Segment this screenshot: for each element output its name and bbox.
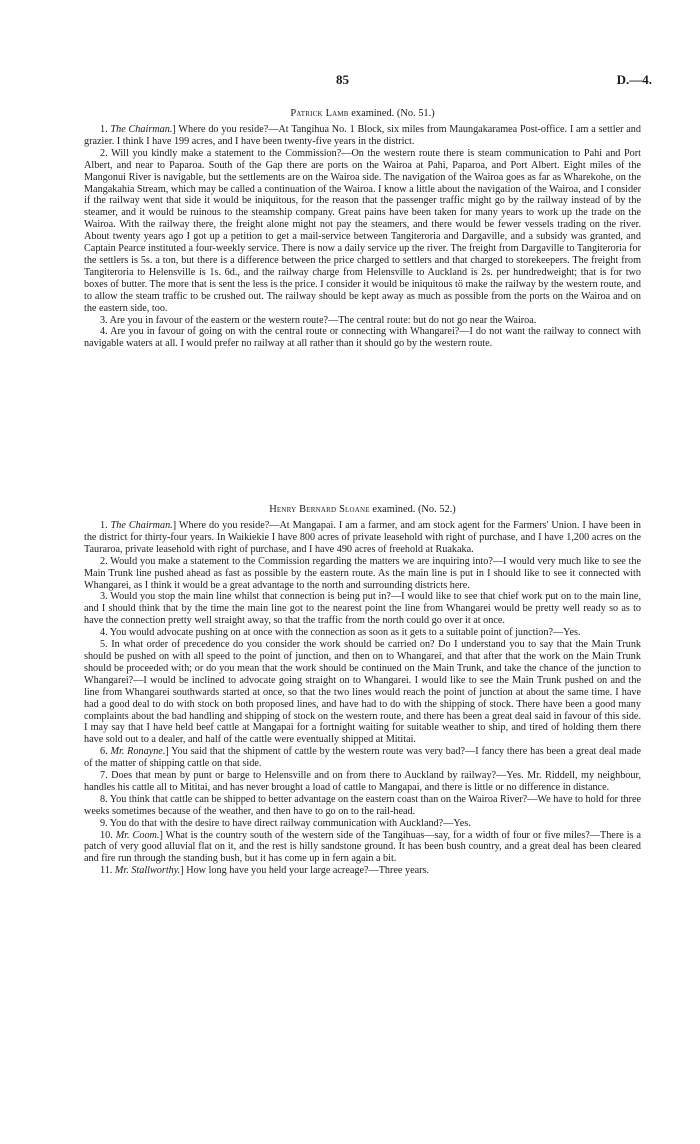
question-text: ] Where do you reside?—At Mangapai. I am a farmer, and am stock agent for the Farmers' Union. I have been in the district for thirty-four years. In Waikiekie I have 800 acres of private leasehold with right of purchase, and I have 1,200 acres on the Tauraroa, private leasehold with right of purchase, and I have 490 acres of freehold at Ruakaka. bbox=[84, 520, 642, 555]
question-number: 2. bbox=[100, 555, 111, 567]
question-text: In what order of precedence do you consider the work should be carried on? Do I understand you to say that the Main Trunk should be pushed on with all speed to the point of junction, and then on to Whangarei, and that after that the work on the Main Trunk should be proceeded with; or do you mean that the work should be continued on the Main Trunk, and take the chance of the junction to Whangarei?—I would be inclined to advocate going straight on to Whangarei. I would like to see the Main Trunk pushed on and the line from Whangarei southwards started at once, so that the two lines would reach the point of junction at about the same time. I have had a good deal to do with stock on both proposed lines, and have had to do with the shipping of stock. There have been a good many complaints about the bad handling and shipping of stock on the western route, and there has been a great deal said in favour of this side. I may say that I have held beef cattle at Mangapai for a fortnight waiting for suitable weather to ship, and tired of holding them there have sold out to a dealer, and half of the cattle were eventually shipped at Mititai. bbox=[84, 639, 642, 746]
question-text: Are you in favour of the eastern or the western route?—The central route: but do not go near the Wairoa. bbox=[109, 314, 537, 326]
question-text: ] You said that the shipment of cattle by the western route was very bad?—I fancy there has been a great deal made of the matter of shipping cattle on that side. bbox=[84, 746, 641, 770]
question-number: 9. bbox=[100, 817, 110, 829]
question-number: 4. bbox=[100, 627, 110, 639]
speaker-name: The Chairman. bbox=[110, 124, 173, 135]
section-title-rest: examined. (No. 52.) bbox=[369, 504, 456, 515]
question-number: 1. bbox=[100, 124, 111, 135]
question-number: 8. bbox=[100, 793, 110, 805]
question-paragraph bbox=[84, 627, 641, 639]
question-number: 4. bbox=[100, 326, 111, 338]
question-paragraph bbox=[84, 830, 641, 866]
witness-name: Henry Bernard Sloane bbox=[269, 504, 370, 515]
question-text: Does that mean by punt or barge to Helensville and on from there to Auckland by railway?—Yes. Mr. Riddell, my neighbour, handles his cattle all to Mititai, and has never brought a load of cattle to Mangapai, and there is little or no difference in distance. bbox=[84, 770, 642, 793]
question-paragraph bbox=[84, 770, 641, 794]
speaker-name: Mr. Ronayne. bbox=[110, 746, 166, 758]
question-paragraph bbox=[84, 794, 641, 818]
witness-section bbox=[84, 107, 641, 350]
witness-name: Patrick Lamb bbox=[290, 108, 349, 119]
question-number: 7. bbox=[100, 770, 112, 782]
question-text: You think that cattle can be shipped to better advantage on the eastern coast than on the Wairoa River?—We have to hold for three weeks sometimes because of the weather, and then have to go on to the rail-head. bbox=[84, 793, 641, 817]
question-text: You do that with the desire to have direct railway communication with Auckland?—Yes. bbox=[109, 817, 471, 829]
question-number: 3. bbox=[100, 314, 110, 326]
section-title bbox=[84, 107, 641, 121]
question-paragraph bbox=[84, 591, 641, 627]
question-number: 5. bbox=[100, 639, 112, 651]
page-number: 85 bbox=[336, 72, 349, 87]
question-paragraph bbox=[84, 326, 641, 350]
question-number: 10. bbox=[100, 829, 116, 841]
question-number: 3. bbox=[100, 591, 111, 603]
question-text: Would you stop the main line whilst that connection is being put in?—I would like to see that chief work put on to the main line, and I should think that by the time the main line got to the nearest point the line from Whangarei would be pretty well ready so as to have the connection pretty well straight away, so that the traffic from the north could go over it at once. bbox=[84, 591, 641, 627]
question-number: 2. bbox=[100, 147, 112, 159]
question-text: ] What is the country south of the western side of the Tangihuas—say, for a width of four or five miles?—There is a patch of very good alluvial flat on it, and the rest is hilly sandstone ground. It has been bush country, and a great deal has been cleared and fire run through the standing bush, but it has come up in fern again a bit. bbox=[84, 829, 642, 865]
question-text: Will you kindly make a statement to the Commission?—On the western route there is steam communication to Pahi and Port Albert, and near to Paparoa. South of the Gap there are ports on the Wairoa at Pahi, Paparoa, and Port Albert. Eight miles of the Mangonui River is navigable, but the settlements are on the Wairoa side. The navigation of the Wairoa goes as far as Wharekohe, on the Mangakahia Stream, which may be called a continuation of the Wairoa. I know a little about the navigation of the Wairoa, and I consider if the railway went that side it would be iniquitous, for the reason that the passenger traffic might go by the railway instead of by the steamer, and it would be ruinous to the steamship company. Great pains have been taken for many years to work up the trade on the Wairoa. With the railway there, the freight alone might not pay the steamers, and there would be fewer vessels trading on the river. About twenty years ago I got up a petition to get a mail-service between Tangiteroria and Dargaville, and a subsidy was granted, and Captain Pearce instituted a four-weekly service. There is now a daily service up the river. The freight from Dargaville to Tangiteroria for the settlers is 5s. a ton, but there is a difference between the price charged to settlers and that charged to storekeepers. The freight from Tangiteroria to Helensville is 1s. 6d., and the railway charge from Helensville to Auckland is 2s. per hundredweight; that is for two boxes of butter. The more that is sent the less is the price. I consider it would be iniquitous tö make the railway by the western route, and to allow the steam traffic to be crushed out. The railway should be kept away as much as possible from the ports on the Wairoa and on the eastern side, too. bbox=[84, 147, 641, 314]
question-paragraph bbox=[84, 124, 641, 148]
question-number: 11. bbox=[100, 865, 115, 877]
question-paragraph bbox=[84, 148, 641, 315]
question-paragraph bbox=[84, 556, 641, 592]
question-text: ] Where do you reside?—At Tangihua No. 1 Block, six miles from Maungakaramea Post-office. I am a settler and grazier. I think I have 199 acres, and I have been twenty-five years in the district. bbox=[84, 124, 641, 147]
question-paragraph bbox=[84, 639, 641, 746]
section-title bbox=[84, 503, 641, 517]
question-paragraph bbox=[84, 315, 641, 327]
section-title-rest: examined. (No. 51.) bbox=[348, 108, 435, 119]
question-number: 1. bbox=[100, 520, 111, 531]
question-list bbox=[84, 520, 641, 877]
witness-section bbox=[84, 503, 641, 877]
document-reference: D.—4. bbox=[616, 72, 652, 87]
question-number: 6. bbox=[100, 746, 111, 758]
question-paragraph bbox=[84, 746, 641, 770]
question-paragraph bbox=[84, 520, 641, 556]
question-text: ] How long have you held your large acreage?—Three years. bbox=[180, 865, 430, 877]
question-text: Would you make a statement to the Commission regarding the matters we are inquiring into?—I would very much like to see the Main Trunk line pushed ahead as fast as possible by the eastern route. As the main line is put in I should like to see it connected with Whangarei, as I think it would be a great advantage to the north and surrounding districts here. bbox=[84, 555, 641, 591]
question-paragraph bbox=[84, 818, 641, 830]
speaker-name: The Chairman. bbox=[110, 520, 173, 531]
question-paragraph bbox=[84, 865, 641, 877]
page-header bbox=[0, 72, 700, 88]
question-text: Are you in favour of going on with the central route or connecting with Whangarei?—I do not want the railway to connect with navigable waters at all. I would prefer no railway at all rather than it should go by the western route. bbox=[84, 326, 642, 350]
speaker-name: Mr. Coom. bbox=[115, 829, 160, 841]
speaker-name: Mr. Stallworthy. bbox=[114, 865, 181, 877]
question-list bbox=[84, 124, 641, 350]
question-text: You would advocate pushing on at once with the connection as soon as it gets to a suitable point of junction?—Yes. bbox=[109, 627, 581, 639]
